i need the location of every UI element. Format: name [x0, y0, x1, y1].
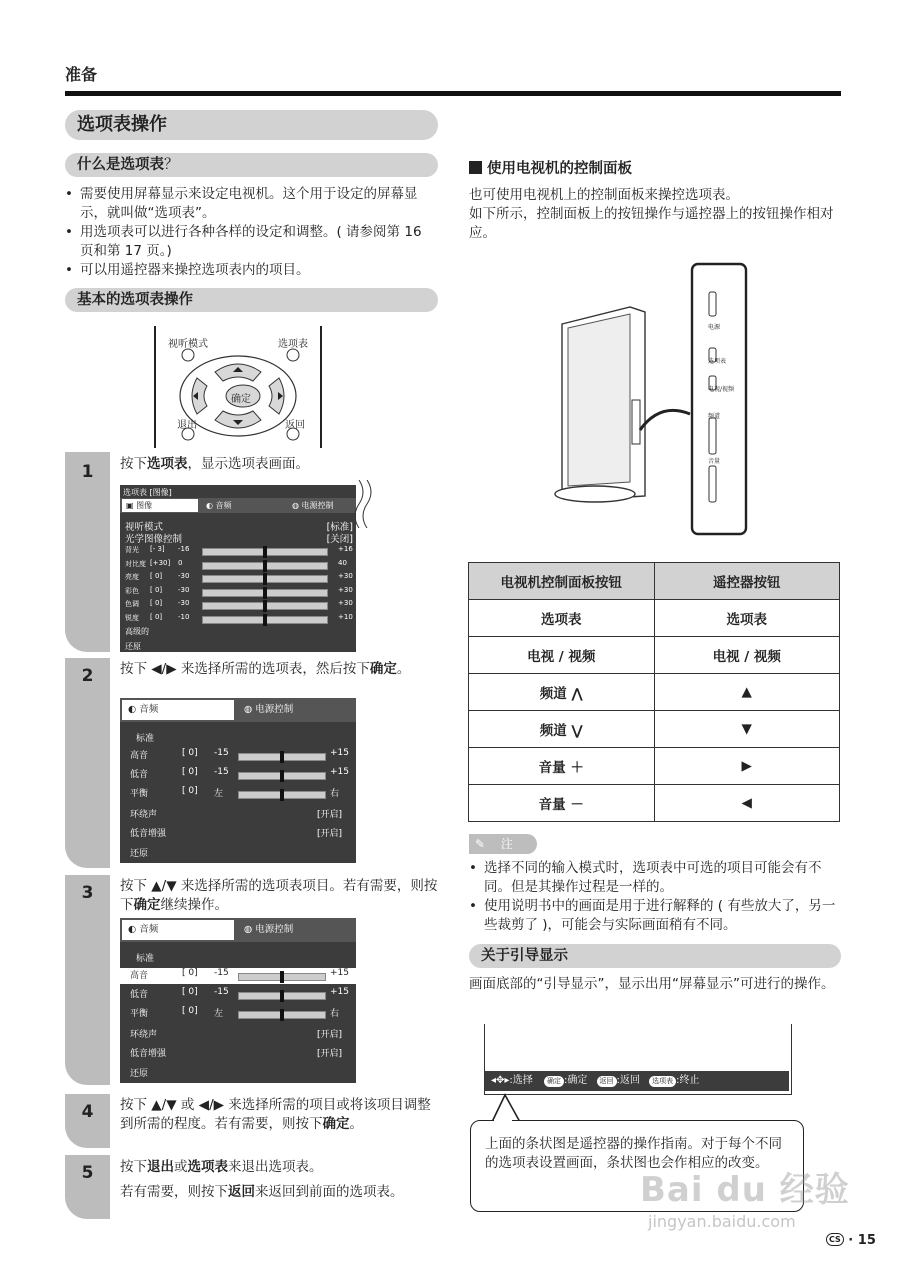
- osd-slider-bracket: [ 0]: [182, 748, 198, 758]
- osd-slider-track[interactable]: [238, 1011, 326, 1019]
- osd-slider-track[interactable]: [202, 575, 328, 583]
- osd-slider-knob[interactable]: [263, 600, 267, 612]
- osd-slider-label: 彩色: [125, 586, 139, 595]
- osd-slider-track[interactable]: [238, 992, 326, 1000]
- osd-slider-track[interactable]: [202, 562, 328, 570]
- osd-slider-track[interactable]: [238, 973, 326, 981]
- osd-surround-value[interactable]: [开启]: [316, 810, 342, 820]
- osd-standard[interactable]: 标准: [136, 734, 155, 744]
- remote-back-label: 返回: [285, 420, 305, 431]
- osd-slider-max: +15: [330, 968, 349, 978]
- note-bullets: [469, 859, 843, 935]
- step-5-tab: 5: [65, 1155, 110, 1219]
- osd-slider-track[interactable]: [202, 602, 328, 610]
- osd-advanced[interactable]: 高级的: [125, 627, 149, 636]
- table-cell: 频道 ⋁: [469, 711, 655, 748]
- section-label: 准备: [65, 65, 98, 84]
- note-icon: ✎: [475, 837, 486, 851]
- side-label-menu: 选项表: [708, 358, 727, 365]
- table-cell: 电视 / 视频: [654, 637, 840, 674]
- osd-slider-track[interactable]: [202, 589, 328, 597]
- tab-power[interactable]: ◍ 电源控制: [244, 924, 294, 935]
- osd-tabbar: [120, 698, 356, 722]
- osd-audio-menu-selected: [120, 918, 356, 1083]
- table-cell: 电视 / 视频: [469, 637, 655, 674]
- guide-desc: 画面底部的“引导显示”，显示出用“屏幕显示”可进行的操作。: [469, 976, 835, 992]
- osd-slider-bracket: [ 0]: [182, 767, 198, 777]
- menu-key-icon: 选项表: [649, 1076, 676, 1087]
- table-cell: 音量 ＋: [469, 748, 655, 785]
- osd-tabbar: [120, 918, 356, 942]
- osd-slider-max: +30: [338, 599, 353, 607]
- top-rule: [65, 91, 841, 96]
- osd-slider-label: 平衡: [130, 1009, 149, 1019]
- osd-top-title: 选项表 [图像]: [123, 488, 172, 497]
- osd-slider-label: 背光: [125, 546, 139, 554]
- osd-slider-track[interactable]: [238, 753, 326, 761]
- osd-tabbar: [120, 498, 356, 513]
- what-bullet: • 可以用遥控器来操控选项表内的项目。: [65, 261, 438, 280]
- callout-pointer-cover: [494, 1119, 512, 1122]
- tab-audio[interactable]: ◐ 音频: [122, 700, 234, 720]
- table-cell: 选项表: [654, 600, 840, 637]
- osd-slider-label: 平衡: [130, 789, 149, 799]
- osd-slider-row[interactable]: [120, 968, 356, 984]
- osd-opc[interactable]: 光学图像控制: [125, 534, 183, 545]
- panel-heading: 使用电视机的控制面板: [469, 157, 632, 178]
- osd-slider-max: +15: [330, 767, 349, 777]
- what-bullets: [65, 185, 438, 280]
- tab-picture[interactable]: ▣ 图像: [122, 499, 198, 512]
- button-comparison-table: [468, 562, 840, 822]
- lang-badge: CS: [826, 1233, 844, 1246]
- osd-slider-min: -15: [214, 767, 229, 777]
- osd-slider-label: 对比度: [125, 559, 146, 568]
- osd-slider-max: +15: [330, 987, 349, 997]
- osd-bass-boost-value[interactable]: [开启]: [316, 1049, 342, 1059]
- cut-mark: [355, 480, 375, 528]
- osd-slider-max: 40: [338, 558, 347, 567]
- osd-slider-min: 0: [178, 558, 183, 567]
- table-cell: ▲: [654, 674, 840, 711]
- osd-slider-row[interactable]: [120, 767, 356, 783]
- osd-slider-knob[interactable]: [263, 614, 267, 626]
- guide-bar: ◂✥▸:选择 确定 :确定 返回 :返回 选项表 :终止: [485, 1071, 789, 1091]
- osd-bass-boost-value[interactable]: [开启]: [316, 829, 342, 839]
- remote-menu-label: 选项表: [278, 339, 308, 350]
- remote-exit-label: 退出: [177, 420, 197, 431]
- ok-key-icon: 确定: [544, 1076, 564, 1087]
- step-3-tab: 3: [65, 875, 110, 1085]
- tab-audio[interactable]: ◐ 音频: [206, 501, 232, 510]
- remote-mode-label: 视听模式: [168, 339, 208, 350]
- osd-av-mode[interactable]: 视听模式: [125, 522, 164, 533]
- osd-slider-max: +10: [338, 612, 353, 621]
- osd-slider-min: -10: [178, 612, 190, 621]
- osd-reset[interactable]: 还原: [130, 849, 149, 859]
- osd-slider-row[interactable]: [120, 586, 356, 598]
- step-1-text: 按下选项表，显示选项表画面。: [120, 456, 309, 472]
- osd-reset[interactable]: 还原: [125, 642, 141, 651]
- osd-slider-min: -15: [214, 987, 229, 997]
- osd-slider-row[interactable]: [120, 987, 356, 1003]
- osd-surround-value[interactable]: [开启]: [316, 1030, 342, 1040]
- osd-slider-bracket: [ 0]: [182, 968, 198, 978]
- osd-slider-min: 左: [214, 789, 224, 799]
- osd-slider-max: +30: [338, 572, 353, 580]
- osd-slider-bracket: [ 0]: [182, 1006, 198, 1016]
- page-number: CS · 15: [826, 1233, 876, 1248]
- osd-slider-row[interactable]: [120, 1006, 356, 1022]
- osd-slider-max: +30: [338, 585, 353, 594]
- watermark-url: jingyan.baidu.com: [648, 1212, 796, 1231]
- step-2-tab: 2: [65, 658, 110, 868]
- osd-slider-label: 高音: [130, 971, 149, 981]
- guide-callout: 上面的条状图是遥控器的操作指南。对于每个不同的选项表设置画面，条状图也会作相应的改变。: [470, 1120, 804, 1212]
- step-4-tab: 4: [65, 1094, 110, 1148]
- osd-slider-min: -16: [178, 545, 190, 553]
- tab-power[interactable]: ◍ 电源控制: [292, 501, 334, 510]
- osd-slider-min: -15: [214, 748, 229, 758]
- table-cell: ◀: [654, 785, 840, 822]
- osd-slider-min: 左: [214, 1009, 224, 1019]
- side-label-volume: 音量: [708, 458, 721, 465]
- tab-power[interactable]: ◍ 电源控制: [244, 704, 294, 715]
- osd-slider-min: -30: [178, 585, 190, 594]
- side-label-power: 电源: [708, 324, 721, 331]
- guide-heading: 关于引导显示: [469, 944, 841, 968]
- table-cell: ▶: [654, 748, 840, 785]
- osd-slider-knob[interactable]: [263, 546, 267, 558]
- step-1-tab: 1: [65, 452, 110, 652]
- osd-slider-min: -30: [178, 599, 190, 607]
- osd-bass-boost[interactable]: 低音增强: [130, 829, 167, 839]
- what-heading: 什么是选项表？: [65, 153, 438, 177]
- osd-slider-knob[interactable]: [263, 573, 267, 585]
- osd-slider-knob[interactable]: [280, 789, 284, 801]
- osd-slider-row[interactable]: [120, 572, 356, 584]
- osd-slider-knob[interactable]: [280, 770, 284, 782]
- square-bullet-icon: [469, 161, 482, 174]
- osd-audio-menu: [120, 698, 356, 863]
- note-bullet: • 使用说明书中的画面是用于进行解释的 ( 有些放大了，另一些裁剪了 )，可能会与实际画面稍有不同。: [469, 897, 843, 935]
- dpad-icon: ◂✥▸: [491, 1075, 510, 1086]
- osd-reset[interactable]: 还原: [130, 1069, 149, 1079]
- osd-slider-bracket: [ 0]: [150, 572, 163, 580]
- osd-slider-bracket: [ 0]: [150, 612, 163, 621]
- tv-side-illustration: [550, 262, 750, 536]
- back-key-icon: 返回: [597, 1076, 617, 1087]
- note-badge: ✎ 注: [469, 834, 537, 854]
- osd-slider-bracket: [ 0]: [182, 786, 198, 796]
- note-bullet: • 选择不同的输入模式时，选项表中可选的项目可能会有不同。但是其操作过程是一样的。: [469, 859, 843, 897]
- osd-slider-label: 锐度: [125, 613, 139, 622]
- osd-slider-bracket: [ 0]: [182, 987, 198, 997]
- step-3-text: 按下 ▲/▼ 来选择所需的选项表项目。若有需要，则按下确定继续操作。: [120, 878, 438, 913]
- osd-slider-max: +15: [330, 748, 349, 758]
- table-cell: ▼: [654, 711, 840, 748]
- remote-ok-label: 确定: [231, 394, 251, 405]
- osd-slider-row[interactable]: [120, 613, 356, 625]
- step-5-text: 按下退出或选项表来退出选项表。 若有需要，则按下返回来返回到前面的选项表。: [120, 1159, 404, 1200]
- osd-slider-knob[interactable]: [280, 751, 284, 763]
- table-cell: 音量 －: [469, 785, 655, 822]
- what-bullet: • 需要使用屏幕显示来设定电视机。这个用于设定的屏幕显示，就叫做“选项表”。: [65, 185, 438, 223]
- osd-bass-boost[interactable]: 低音增强: [130, 1049, 167, 1059]
- osd-slider-max: 右: [330, 1009, 340, 1019]
- osd-slider-knob[interactable]: [263, 587, 267, 599]
- osd-slider-bracket: [ 0]: [150, 599, 163, 607]
- osd-slider-label: 低音: [130, 770, 149, 780]
- osd-slider-track[interactable]: [202, 548, 328, 556]
- osd-slider-knob[interactable]: [280, 971, 284, 983]
- page-title: 选项表操作: [65, 110, 438, 140]
- osd-standard[interactable]: 标准: [136, 954, 155, 964]
- osd-surround[interactable]: 环绕声: [130, 810, 158, 820]
- osd-slider-max: 右: [330, 789, 340, 799]
- basic-heading: 基本的选项表操作: [65, 288, 438, 312]
- osd-slider-min: -15: [214, 968, 229, 978]
- osd-slider-row[interactable]: [120, 786, 356, 802]
- osd-slider-bracket: [ 0]: [150, 585, 163, 594]
- watermark-logo: Bai du 经验: [640, 1170, 850, 1210]
- osd-slider-label: 低音: [130, 990, 149, 1000]
- tab-audio[interactable]: ◐ 音频: [122, 920, 234, 940]
- osd-slider-row[interactable]: [120, 559, 356, 571]
- what-bullet: • 用选项表可以进行各种各样的设定和调整。( 请参阅第 16 页和第 17 页。): [65, 223, 438, 261]
- osd-surround[interactable]: 环绕声: [130, 1030, 158, 1040]
- osd-slider-row[interactable]: [120, 599, 356, 611]
- side-label-channel: 频道: [708, 413, 721, 420]
- osd-slider-max: +16: [338, 545, 353, 553]
- table-header: 电视机控制面板按钮: [469, 563, 655, 600]
- table-header: 遥控器按钮: [654, 563, 840, 600]
- osd-slider-bracket: [- 3]: [150, 545, 165, 553]
- osd-av-mode-value: [标准]: [326, 522, 353, 533]
- osd-slider-track[interactable]: [238, 772, 326, 780]
- panel-desc: 也可使用电视机上的控制面板来操控选项表。 如下所示，控制面板上的按钮操作与遥控器上的按钮操作相对应。: [469, 187, 834, 241]
- osd-slider-knob[interactable]: [280, 1009, 284, 1021]
- osd-slider-track[interactable]: [202, 616, 328, 624]
- osd-slider-label: 亮度: [125, 573, 139, 581]
- step-2-text: 按下 ◀/▶ 来选择所需的选项表，然后按下确定。: [120, 661, 411, 677]
- osd-slider-track[interactable]: [238, 791, 326, 799]
- osd-opc-value: [关闭]: [326, 534, 353, 545]
- table-cell: 频道 ⋀: [469, 674, 655, 711]
- osd-slider-bracket: [+30]: [150, 558, 171, 567]
- osd-slider-label: 高音: [130, 751, 149, 761]
- osd-slider-row[interactable]: [120, 748, 356, 764]
- osd-slider-min: -30: [178, 572, 190, 580]
- step-4-text: 按下 ▲/▼ 或 ◀/▶ 来选择所需的项目或将该项目调整到所需的程度。若有需要，则按下确定。: [120, 1097, 431, 1132]
- osd-slider-knob[interactable]: [263, 560, 267, 572]
- osd-slider-knob[interactable]: [280, 990, 284, 1002]
- side-label-tvvideo: 电视/视频: [708, 386, 735, 393]
- osd-picture-menu: [120, 485, 356, 652]
- osd-slider-row[interactable]: [120, 545, 356, 557]
- table-cell: 选项表: [469, 600, 655, 637]
- osd-slider-label: 色调: [125, 600, 139, 608]
